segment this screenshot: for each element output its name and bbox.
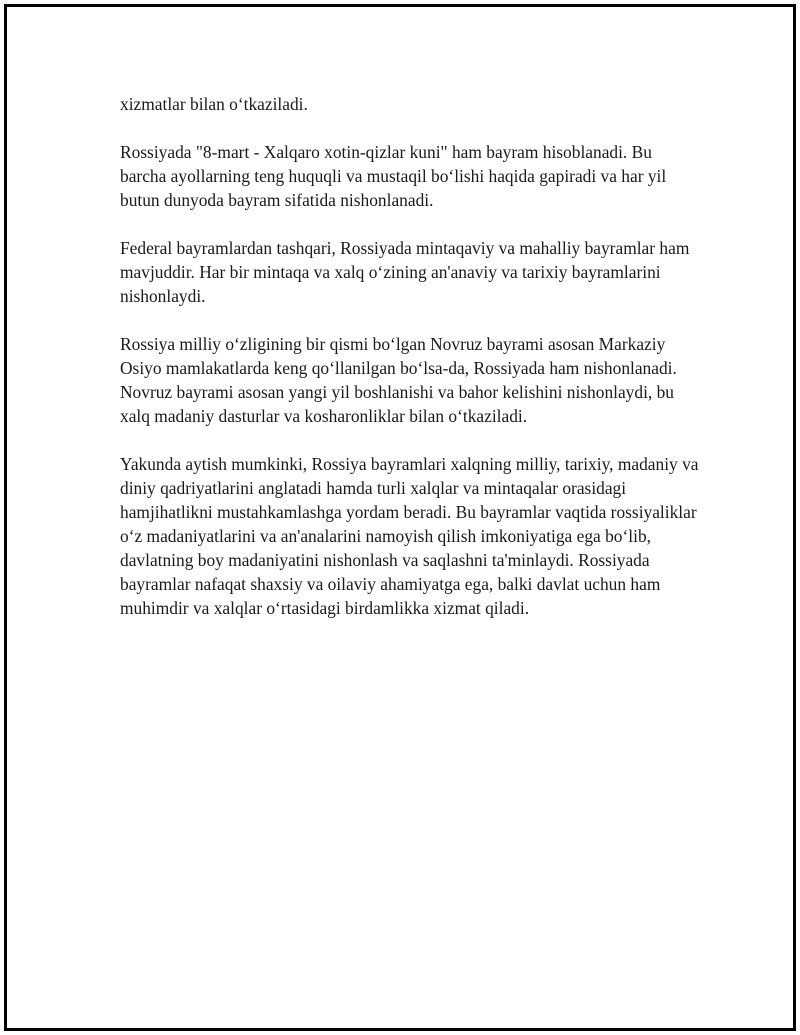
paragraph-1: xizmatlar bilan o‘tkaziladi. <box>120 94 308 114</box>
paragraph-4: Rossiya milliy o‘zligining bir qismi bo‘lgan Novruz bayrami asosan Markaziy Osiyo mamlakatlarda keng qo‘llanilgan bo‘lsa-da, Rossiyada ham nishonlanadi. Novruz bayrami asosan yangi yil boshlanishi va bahor kelishini nishonlaydi, bu xalq madaniy dasturlar va kosharonliklar bilan o‘tkaziladi. <box>120 334 677 426</box>
paragraph-2: Rossiyada "8-mart - Xalqaro xotin-qizlar kuni" ham bayram hisoblanadi. Bu barcha ayollarning teng huquqli va mustaqil bo‘lishi haqida gapiradi va har yil butun dunyoda bayram sifatida nishonlanadi. <box>120 142 667 210</box>
paragraph-5: Yakunda aytish mumkinki, Rossiya bayramlari xalqning milliy, tarixiy, madaniy va diniy qadriyatlarini anglatadi hamda turli xalqlar va mintaqalar orasidagi hamjihatlikni mustahkamlashga yordam beradi. Bu bayramlar vaqtida rossiyaliklar o‘z madaniyatlarini va an'analarini namoyish qilish imkoniyatiga ega bo‘lib, davlatning boy madaniyatini nishonlash va saqlashni ta'minlaydi. Rossiyada bayramlar nafaqat shaxsiy va oilaviy ahamiyatga ega, balki davlat uchun ham muhimdir va xalqlar o‘rtasidagi birdamlikka xizmat qiladi. <box>120 454 699 618</box>
paragraph-3: Federal bayramlardan tashqari, Rossiyada mintaqaviy va mahalliy bayramlar ham mavjuddir. Har bir mintaqa va xalq o‘zining an'anaviy va tarixiy bayramlarini nishonlaydi. <box>120 238 690 306</box>
document-body <box>120 92 700 644</box>
document-page <box>4 4 796 1031</box>
